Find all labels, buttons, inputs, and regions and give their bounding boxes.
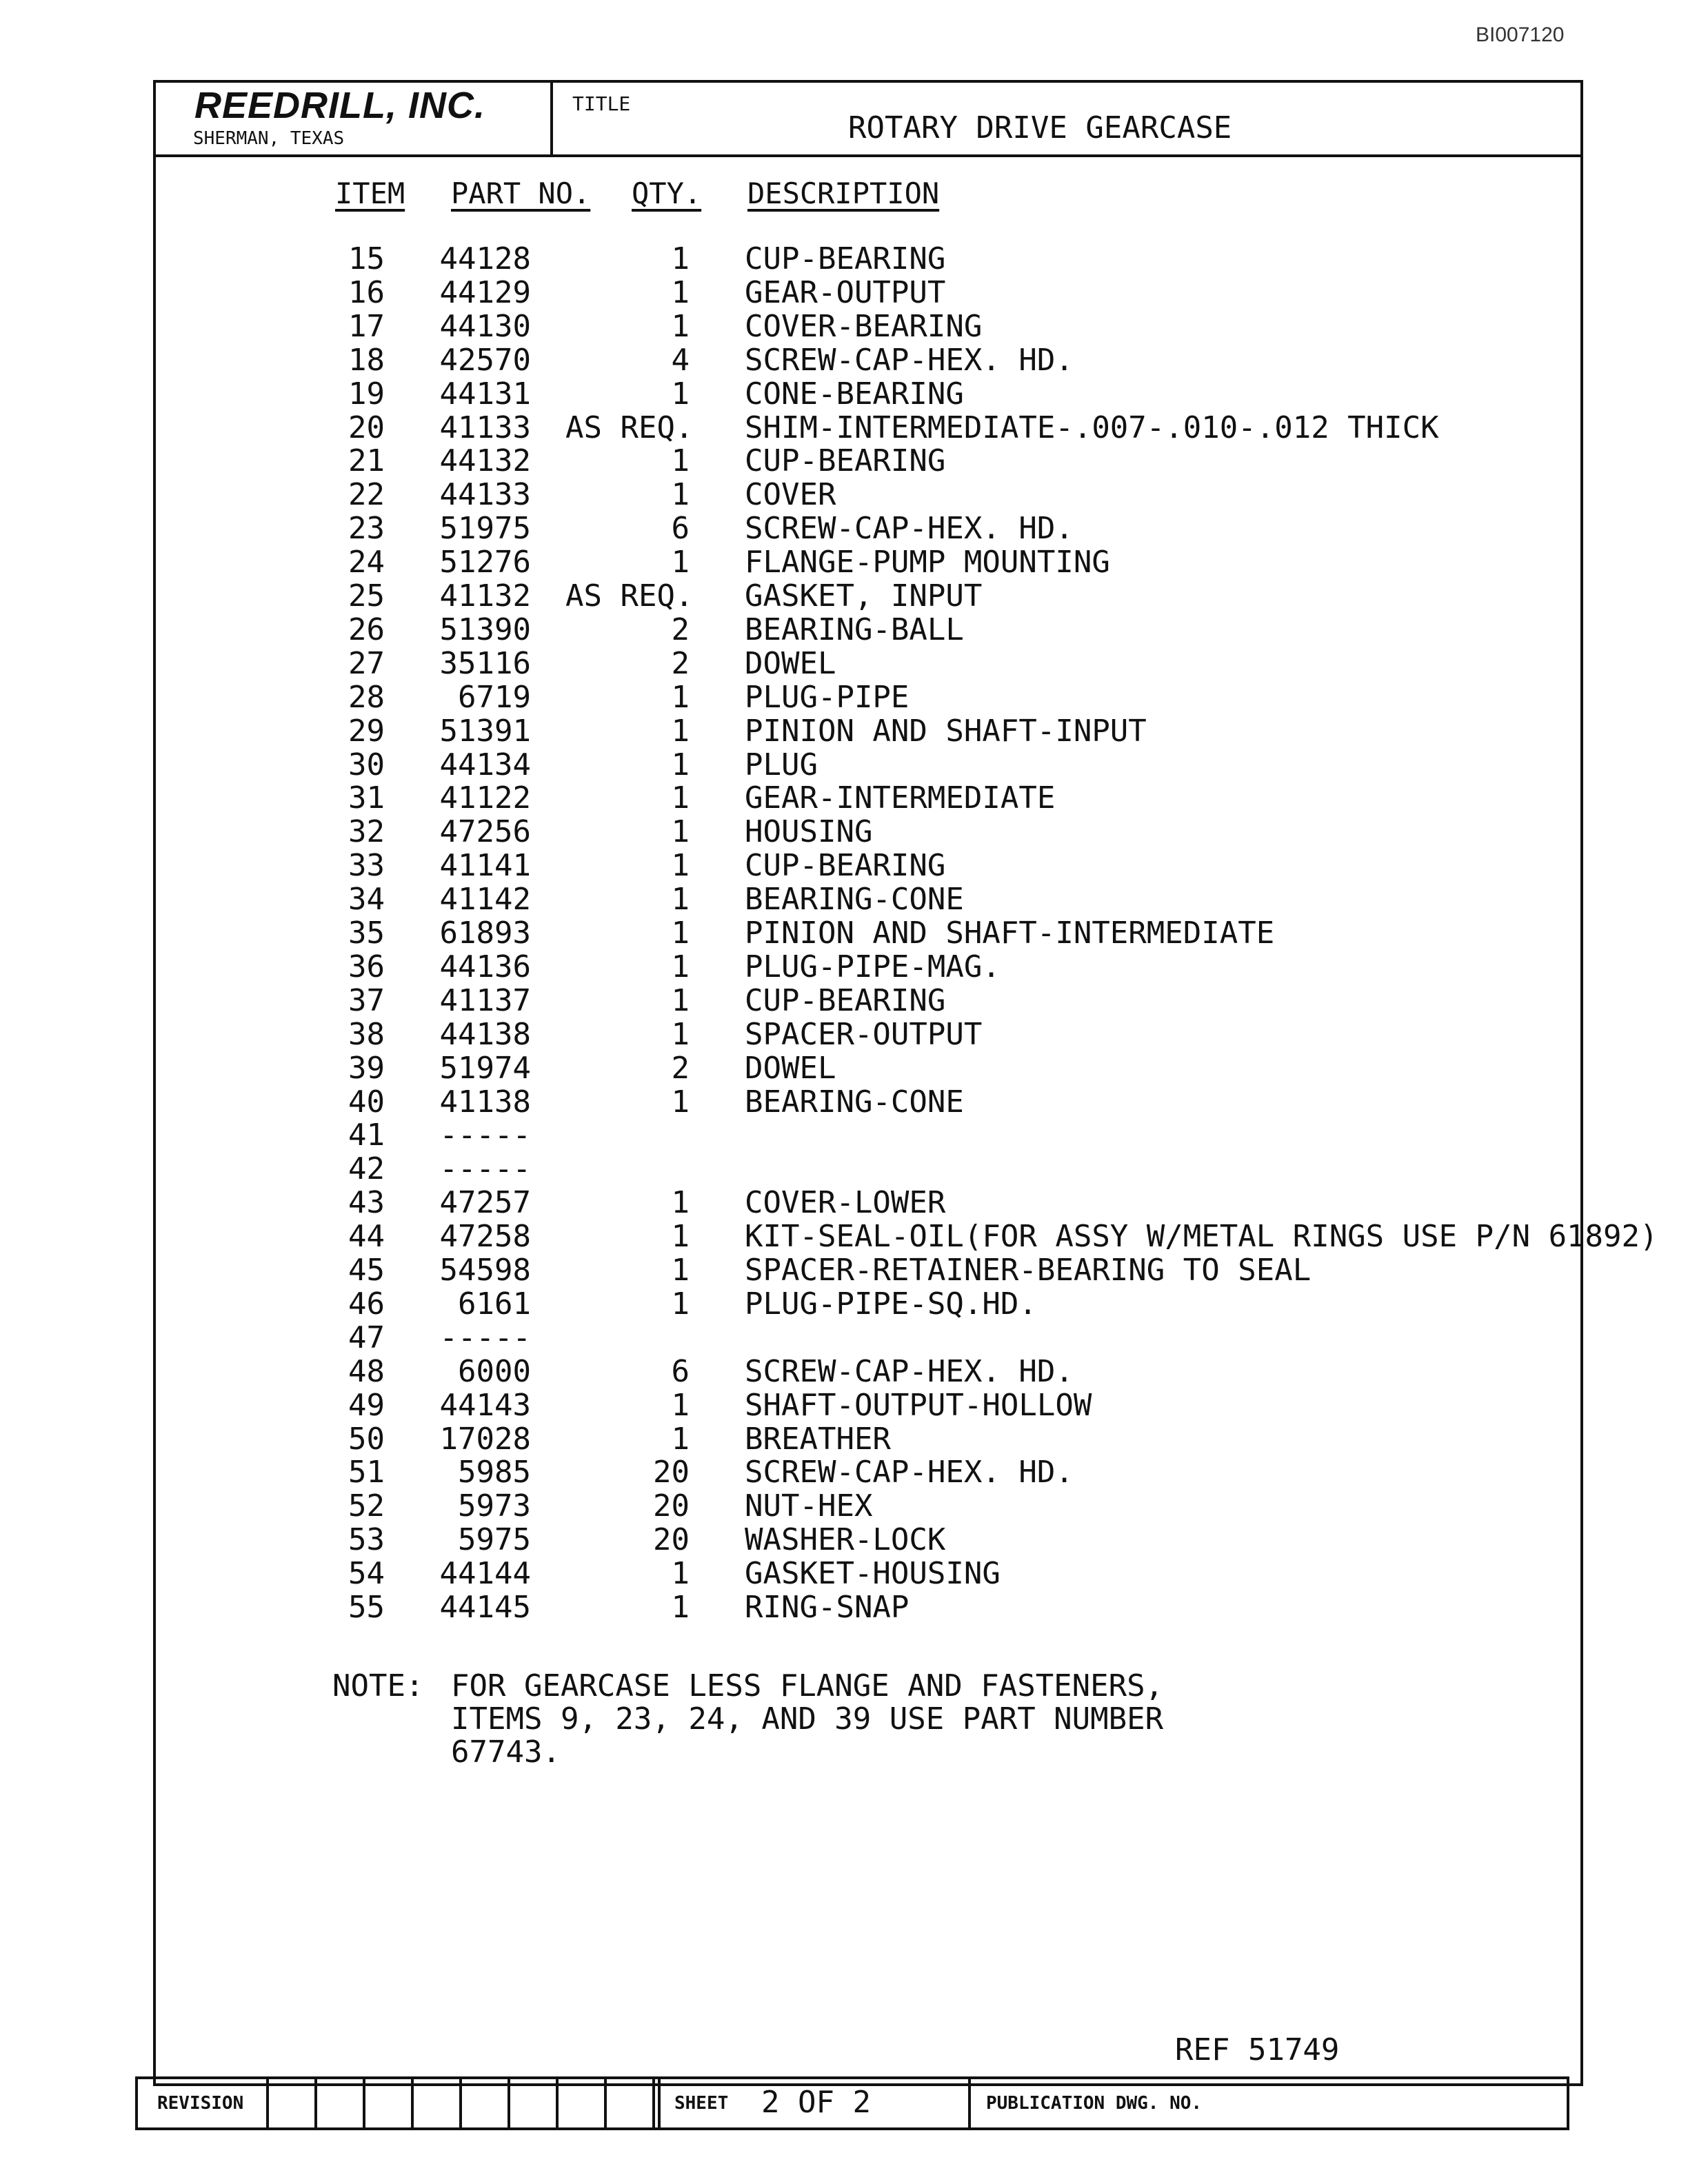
part-number: 5973	[458, 1488, 531, 1524]
table-row	[0, 1320, 1688, 1353]
description: GASKET, INPUT	[745, 578, 983, 614]
item-number: 31	[348, 780, 385, 816]
table-row	[0, 1253, 1688, 1286]
table-row	[0, 1051, 1688, 1084]
description: PINION AND SHAFT-INTERMEDIATE	[745, 916, 1275, 951]
table-row	[0, 1455, 1688, 1488]
item-number: 25	[348, 578, 385, 614]
part-number: 51390	[439, 612, 531, 647]
table-row	[0, 814, 1688, 847]
item-number: 55	[348, 1590, 385, 1625]
item-number: 45	[348, 1253, 385, 1288]
sheet-label: SHEET	[674, 2093, 729, 2114]
note-line: 67743.	[451, 1735, 561, 1770]
description: FLANGE-PUMP MOUNTING	[745, 545, 1110, 580]
part-number: 44144	[439, 1556, 531, 1591]
table-row	[0, 443, 1688, 476]
part-number: -----	[439, 1118, 531, 1153]
part-number: 44128	[439, 241, 531, 276]
quantity: 1	[671, 545, 690, 580]
table-row	[0, 680, 1688, 713]
table-row	[0, 511, 1688, 544]
table-row	[0, 343, 1688, 376]
description: CUP-BEARING	[745, 443, 946, 478]
description: DOWEL	[745, 1051, 836, 1086]
title-divider	[550, 80, 553, 154]
part-number: 41142	[439, 882, 531, 917]
part-number: -----	[439, 1151, 531, 1186]
table-row	[0, 1219, 1688, 1252]
description: DOWEL	[745, 646, 836, 681]
table-row	[0, 1286, 1688, 1320]
table-row	[0, 1084, 1688, 1118]
description: SCREW-CAP-HEX. HD.	[745, 1455, 1074, 1490]
description: SPACER-RETAINER-BEARING TO SEAL	[745, 1253, 1312, 1288]
quantity: 1	[671, 1286, 690, 1322]
publication-label: PUBLICATION DWG. NO.	[986, 2093, 1203, 2114]
title-label: TITLE	[572, 92, 631, 115]
part-number: 41137	[439, 983, 531, 1018]
item-number: 47	[348, 1320, 385, 1355]
part-number: 41132	[439, 578, 531, 614]
part-number: 61893	[439, 916, 531, 951]
table-row	[0, 1118, 1688, 1151]
quantity: 1	[671, 1590, 690, 1625]
item-number: 29	[348, 714, 385, 749]
quantity: 2	[671, 612, 690, 647]
company-name: REEDRILL, INC.	[194, 85, 486, 126]
part-number: 6000	[458, 1354, 531, 1389]
part-number: 51974	[439, 1051, 531, 1086]
table-row	[0, 410, 1688, 443]
part-number: 35116	[439, 646, 531, 681]
reference-number: REF 51749	[1175, 2032, 1340, 2067]
description: SPACER-OUTPUT	[745, 1017, 983, 1052]
part-number: 5975	[458, 1522, 531, 1557]
part-number: 41133	[439, 410, 531, 445]
column-header-item: ITEM	[335, 176, 405, 210]
part-number: 5985	[458, 1455, 531, 1490]
quantity: AS REQ.	[565, 578, 694, 614]
part-number: 54598	[439, 1253, 531, 1288]
quantity: 6	[671, 511, 690, 546]
part-number: 44133	[439, 477, 531, 512]
item-number: 43	[348, 1185, 385, 1220]
description: SCREW-CAP-HEX. HD.	[745, 511, 1074, 546]
part-number: 44136	[439, 949, 531, 984]
item-number: 23	[348, 511, 385, 546]
table-row	[0, 1422, 1688, 1455]
item-number: 28	[348, 680, 385, 715]
item-number: 54	[348, 1556, 385, 1591]
item-number: 49	[348, 1388, 385, 1423]
quantity: 1	[671, 916, 690, 951]
item-number: 17	[348, 309, 385, 344]
note-label: NOTE:	[332, 1668, 424, 1703]
table-row	[0, 1354, 1688, 1387]
quantity: 1	[671, 1556, 690, 1591]
description: CUP-BEARING	[745, 983, 946, 1018]
description: BREATHER	[745, 1422, 891, 1457]
description: CONE-BEARING	[745, 376, 964, 412]
table-row	[0, 1185, 1688, 1218]
item-number: 16	[348, 275, 385, 310]
table-row	[0, 545, 1688, 578]
table-row	[0, 1590, 1688, 1623]
table-row	[0, 983, 1688, 1016]
part-number: 47256	[439, 814, 531, 849]
item-number: 41	[348, 1118, 385, 1153]
table-row	[0, 1556, 1688, 1589]
item-number: 34	[348, 882, 385, 917]
quantity: AS REQ.	[565, 410, 694, 445]
table-row	[0, 949, 1688, 982]
description: SCREW-CAP-HEX. HD.	[745, 1354, 1074, 1389]
table-row	[0, 1522, 1688, 1555]
description: GEAR-INTERMEDIATE	[745, 780, 1056, 816]
item-number: 42	[348, 1151, 385, 1186]
part-number: 41138	[439, 1084, 531, 1120]
quantity: 2	[671, 646, 690, 681]
item-number: 39	[348, 1051, 385, 1086]
description: KIT-SEAL-OIL(FOR ASSY W/METAL RINGS USE P/N 61892)	[745, 1219, 1658, 1254]
revision-cell-divider	[411, 2079, 414, 2127]
quantity: 20	[653, 1522, 690, 1557]
quantity: 4	[671, 343, 690, 378]
table-row	[0, 578, 1688, 614]
column-header-part: PART NO.	[451, 176, 591, 210]
part-number: 41141	[439, 848, 531, 883]
description: COVER-LOWER	[745, 1185, 946, 1220]
part-number: 51391	[439, 714, 531, 749]
item-number: 27	[348, 646, 385, 681]
description: BEARING-BALL	[745, 612, 964, 647]
table-row	[0, 1488, 1688, 1524]
description: WASHER-LOCK	[745, 1522, 946, 1557]
table-row	[0, 646, 1688, 679]
quantity: 1	[671, 714, 690, 749]
quantity: 1	[671, 780, 690, 816]
item-number: 18	[348, 343, 385, 378]
column-header-description: DESCRIPTION	[747, 176, 940, 210]
item-number: 20	[348, 410, 385, 445]
quantity: 1	[671, 680, 690, 715]
description: BEARING-CONE	[745, 1084, 964, 1120]
part-number: 44131	[439, 376, 531, 412]
quantity: 1	[671, 882, 690, 917]
revision-cell-divider	[363, 2079, 365, 2127]
table-row	[0, 848, 1688, 881]
description: HOUSING	[745, 814, 873, 849]
quantity: 1	[671, 309, 690, 344]
quantity: 1	[671, 376, 690, 412]
item-number: 30	[348, 747, 385, 782]
item-number: 35	[348, 916, 385, 951]
part-number: 44130	[439, 309, 531, 344]
part-number: 44143	[439, 1388, 531, 1423]
revision-cell-divider	[508, 2079, 510, 2127]
item-number: 51	[348, 1455, 385, 1490]
part-number: 51276	[439, 545, 531, 580]
table-row	[0, 747, 1688, 780]
item-number: 32	[348, 814, 385, 849]
description: CUP-BEARING	[745, 241, 946, 276]
part-number: 6161	[458, 1286, 531, 1322]
item-number: 19	[348, 376, 385, 412]
quantity: 20	[653, 1455, 690, 1490]
description: PLUG-PIPE-SQ.HD.	[745, 1286, 1037, 1322]
part-number: 47257	[439, 1185, 531, 1220]
item-number: 33	[348, 848, 385, 883]
table-row	[0, 309, 1688, 342]
quantity: 6	[671, 1354, 690, 1389]
sheet-number: 2 OF 2	[761, 2085, 871, 2120]
revision-cell-divider	[266, 2079, 269, 2127]
item-number: 24	[348, 545, 385, 580]
item-number: 26	[348, 612, 385, 647]
publication-divider	[968, 2079, 971, 2127]
description: BEARING-CONE	[745, 882, 964, 917]
table-row	[0, 714, 1688, 747]
quantity: 1	[671, 1017, 690, 1052]
document-id: BI007120	[1476, 23, 1565, 46]
column-header-qty: QTY.	[632, 176, 702, 210]
company-location: SHERMAN, TEXAS	[193, 128, 345, 149]
description: SHAFT-OUTPUT-HOLLOW	[745, 1388, 1092, 1423]
table-row	[0, 1388, 1688, 1421]
sheet-divider	[658, 2079, 661, 2127]
document-title: ROTARY DRIVE GEARCASE	[848, 110, 1232, 145]
table-row	[0, 612, 1688, 645]
quantity: 1	[671, 477, 690, 512]
description: GEAR-OUTPUT	[745, 275, 946, 310]
description: PINION AND SHAFT-INPUT	[745, 714, 1147, 749]
description: COVER-BEARING	[745, 309, 983, 344]
revision-label: REVISION	[157, 2093, 244, 2114]
description: NUT-HEX	[745, 1488, 873, 1524]
quantity: 1	[671, 275, 690, 310]
description: PLUG-PIPE	[745, 680, 910, 715]
part-number: 44134	[439, 747, 531, 782]
part-number: 6719	[458, 680, 531, 715]
description: GASKET-HOUSING	[745, 1556, 1001, 1591]
table-row	[0, 1017, 1688, 1050]
quantity: 1	[671, 814, 690, 849]
description: COVER	[745, 477, 836, 512]
note-line: FOR GEARCASE LESS FLANGE AND FASTENERS,	[451, 1668, 1164, 1703]
description: RING-SNAP	[745, 1590, 910, 1625]
quantity: 1	[671, 848, 690, 883]
revision-cell-divider	[652, 2079, 655, 2127]
revision-cell-divider	[314, 2079, 317, 2127]
item-number: 53	[348, 1522, 385, 1557]
quantity: 1	[671, 1219, 690, 1254]
quantity: 1	[671, 443, 690, 478]
quantity: 20	[653, 1488, 690, 1524]
quantity: 1	[671, 949, 690, 984]
revision-cell-divider	[459, 2079, 462, 2127]
quantity: 1	[671, 1185, 690, 1220]
quantity: 1	[671, 747, 690, 782]
quantity: 1	[671, 983, 690, 1018]
item-number: 37	[348, 983, 385, 1018]
description: PLUG-PIPE-MAG.	[745, 949, 1001, 984]
revision-cell-divider	[556, 2079, 559, 2127]
description: CUP-BEARING	[745, 848, 946, 883]
part-number: 44129	[439, 275, 531, 310]
quantity: 1	[671, 1253, 690, 1288]
part-number: 42570	[439, 343, 531, 378]
part-number: 47258	[439, 1219, 531, 1254]
quantity: 1	[671, 1422, 690, 1457]
description: SCREW-CAP-HEX. HD.	[745, 343, 1074, 378]
table-row	[0, 275, 1688, 308]
description: SHIM-INTERMEDIATE-.007-.010-.012 THICK	[745, 410, 1439, 445]
title-block	[153, 80, 1583, 157]
table-row	[0, 882, 1688, 915]
part-number: 44138	[439, 1017, 531, 1052]
table-row	[0, 477, 1688, 510]
part-number: 17028	[439, 1422, 531, 1457]
item-number: 15	[348, 241, 385, 276]
part-number: 41122	[439, 780, 531, 816]
item-number: 48	[348, 1354, 385, 1389]
table-row	[0, 241, 1688, 274]
item-number: 50	[348, 1422, 385, 1457]
item-number: 46	[348, 1286, 385, 1322]
revision-block	[135, 2076, 1569, 2130]
quantity: 1	[671, 1388, 690, 1423]
item-number: 52	[348, 1488, 385, 1524]
quantity: 1	[671, 241, 690, 276]
item-number: 36	[348, 949, 385, 984]
table-row	[0, 376, 1688, 410]
item-number: 38	[348, 1017, 385, 1052]
quantity: 2	[671, 1051, 690, 1086]
item-number: 21	[348, 443, 385, 478]
quantity: 1	[671, 1084, 690, 1120]
item-number: 22	[348, 477, 385, 512]
note-line: ITEMS 9, 23, 24, AND 39 USE PART NUMBER	[451, 1701, 1164, 1737]
revision-cell-divider	[604, 2079, 607, 2127]
item-number: 44	[348, 1219, 385, 1254]
table-row	[0, 1151, 1688, 1184]
item-number: 40	[348, 1084, 385, 1120]
table-row	[0, 780, 1688, 816]
part-number: 44145	[439, 1590, 531, 1625]
part-number: 44132	[439, 443, 531, 478]
table-row	[0, 916, 1688, 949]
part-number: -----	[439, 1320, 531, 1355]
part-number: 51975	[439, 511, 531, 546]
description: PLUG	[745, 747, 818, 782]
